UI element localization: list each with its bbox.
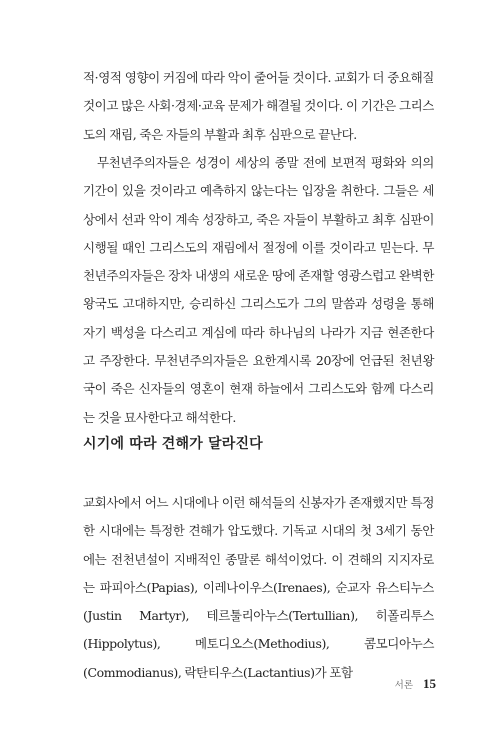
running-footer-label: 서론 <box>394 680 413 691</box>
page-number: 15 <box>423 676 436 691</box>
paragraph-amillennialism: 무천년주의자들은 성경이 세상의 종말 전에 보편적 평화와 의의 기간이 있을 것이라고 예측하지 않는다는 입장을 취한다. 그들은 세상에서 선과 악이 계속 성장하고, 죽은 자들이 부활하고 최후 심판이 시행될 때인 그리스도의 재림에서 절정에 이를 것이라고 믿는다. 무천년주의자들은 장차 내생의 새로운 땅에 존재할 영광스럽고 완벽한 왕국도 고대하지만, 승리하신 그리스도가 그의 말씀과 성령을 통해 자기 백성을 다스리고 계심에 따라 하나님의 나라가 지금 현존한다고 주장한다. 무천년주의자들은 요한계시록 20장에 언급된 천년왕국이 죽은 신자들의 영혼이 현재 하늘에서 그리스도와 함께 다스리는 것을 묘사한다고 해석한다. <box>83 155 434 425</box>
paragraph-church-history: 교회사에서 어느 시대에나 이런 해석들의 신봉자가 존재했지만 특정한 시대에는 특정한 견해가 압도했다. 기독교 시대의 첫 3세기 동안에는 전천년설이 지배적인 종말론 해석이었다. 이 견해의 지지자로는 파피아스(Papias), 이레나이우스(Irenaes), 순교자 유스티누스(Justin Martyr), 테르툴리아누스(Tertullian), 히폴리투스(Hippolytus), 메토디오스(Methodius), 콤모디아누스(Commodianus), 락탄티우스(Lactantius)가 포함 <box>83 495 434 680</box>
page-footer <box>395 676 436 692</box>
section-heading: 시기에 따라 견해가 달라진다 <box>83 436 263 452</box>
paragraph-postmillennial-end: 적·영적 영향이 커짐에 따라 악이 줄어들 것이다. 교회가 더 중요해질 것이고 많은 사회·경제·교육 문제가 해결될 것이다. 이 기간은 그리스도의 재림, 죽은 자들의 부활과 최후 심판으로 끝난다. <box>83 70 434 142</box>
